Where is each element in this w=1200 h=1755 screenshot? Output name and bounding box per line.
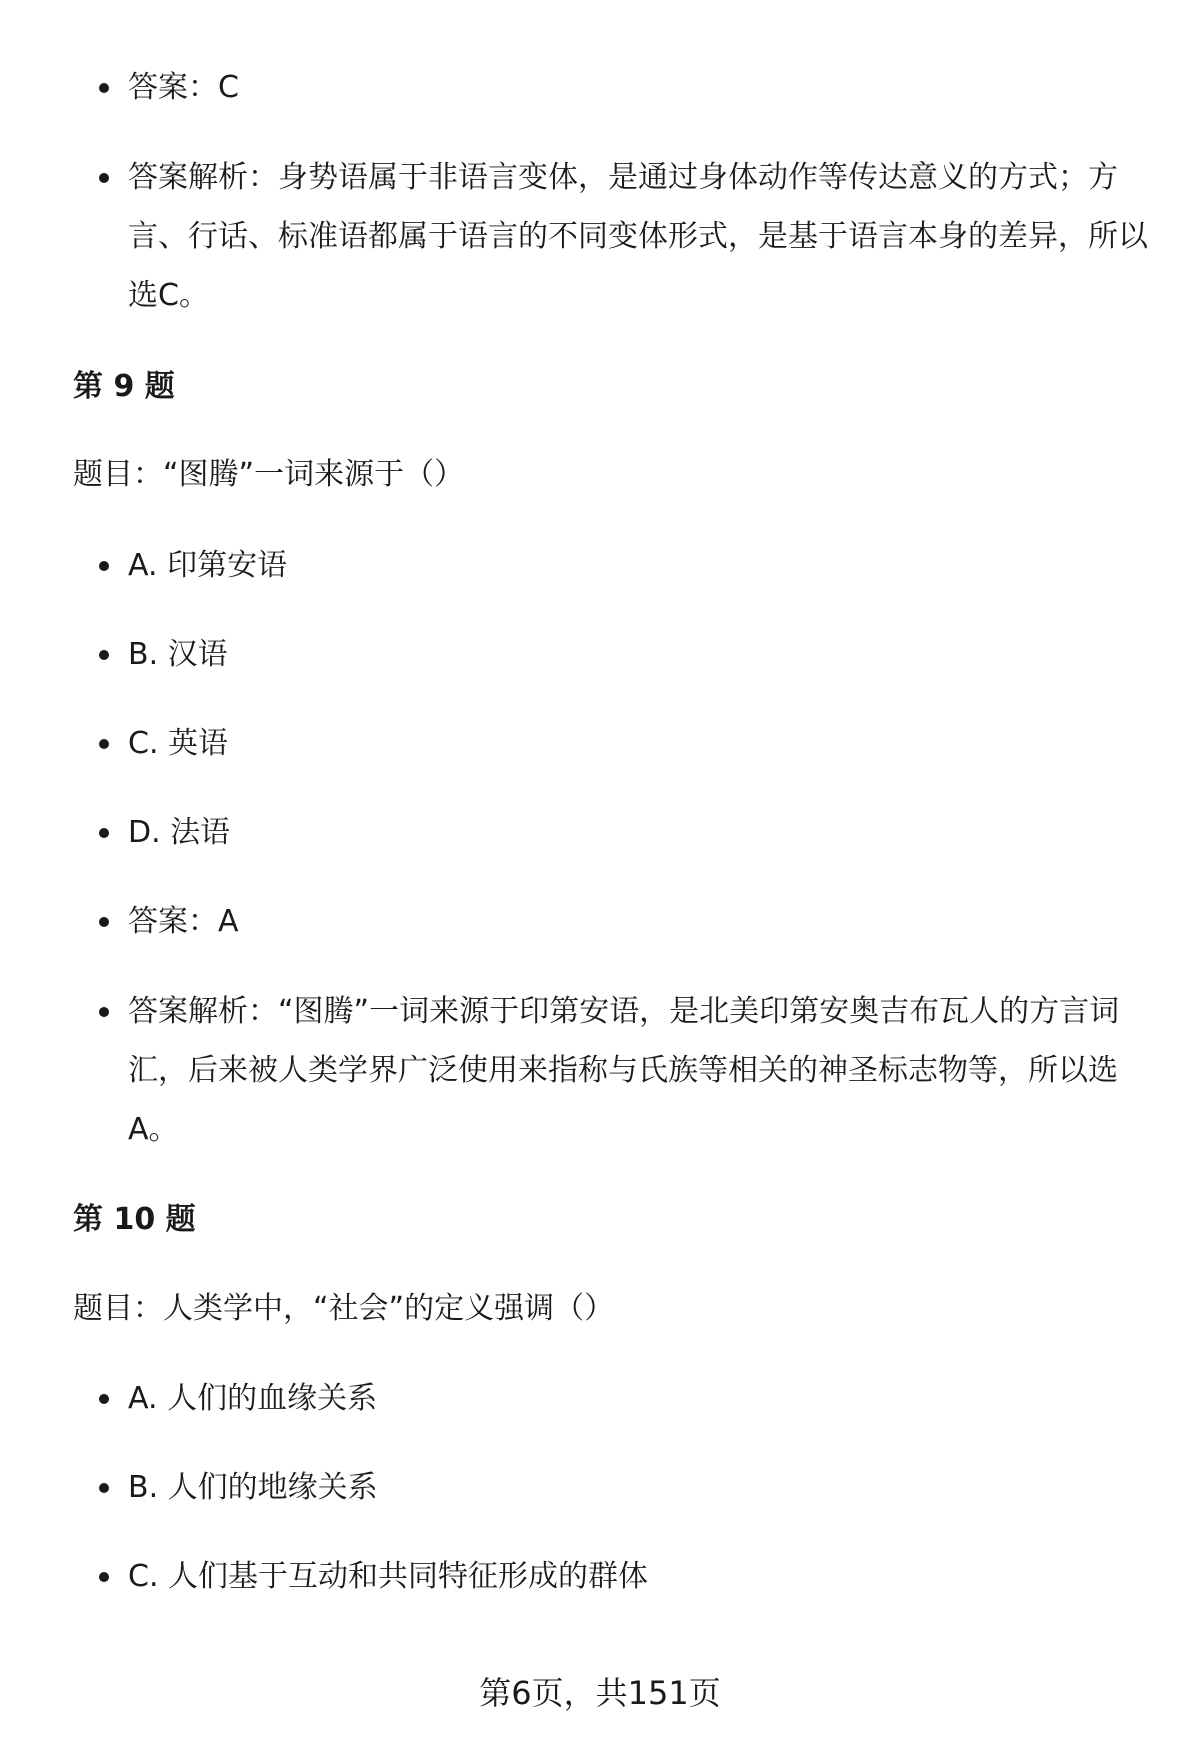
- question-10-option-c: C. 人们基于互动和共同特征形成的群体: [128, 1547, 1148, 1606]
- question-9-option-a: A. 印第安语: [128, 536, 1148, 595]
- question-10-option-b: B. 人们的地缘关系: [128, 1458, 1148, 1517]
- question-9-answer: 答案：A: [128, 892, 1148, 951]
- page-footer: 第6页，共151页: [479, 1674, 721, 1712]
- question-10-option-a: A. 人们的血缘关系: [128, 1369, 1148, 1428]
- prev-answer: 答案：C: [128, 58, 1148, 117]
- question-9-stem: 题目：“图腾”一词来源于（）: [73, 457, 465, 492]
- question-9-option-c: C. 英语: [128, 714, 1148, 773]
- question-10-heading: 第 10 题: [73, 1202, 196, 1237]
- question-9-heading: 第 9 题: [73, 369, 175, 404]
- prev-explanation: 答案解析：身势语属于非语言变体，是通过身体动作等传达意义的方式；方言、行话、标准语都属于语言的不同变体形式，是基于语言本身的差异，所以选C。: [128, 148, 1148, 325]
- question-9-explanation: 答案解析：“图腾”一词来源于印第安语，是北美印第安奥吉布瓦人的方言词汇，后来被人类学界广泛使用来指称与氏族等相关的神圣标志物等，所以选A。: [128, 982, 1148, 1159]
- question-9-option-b: B. 汉语: [128, 625, 1148, 684]
- question-9-option-d: D. 法语: [128, 803, 1148, 862]
- question-10-stem: 题目：人类学中，“社会”的定义强调（）: [73, 1291, 615, 1326]
